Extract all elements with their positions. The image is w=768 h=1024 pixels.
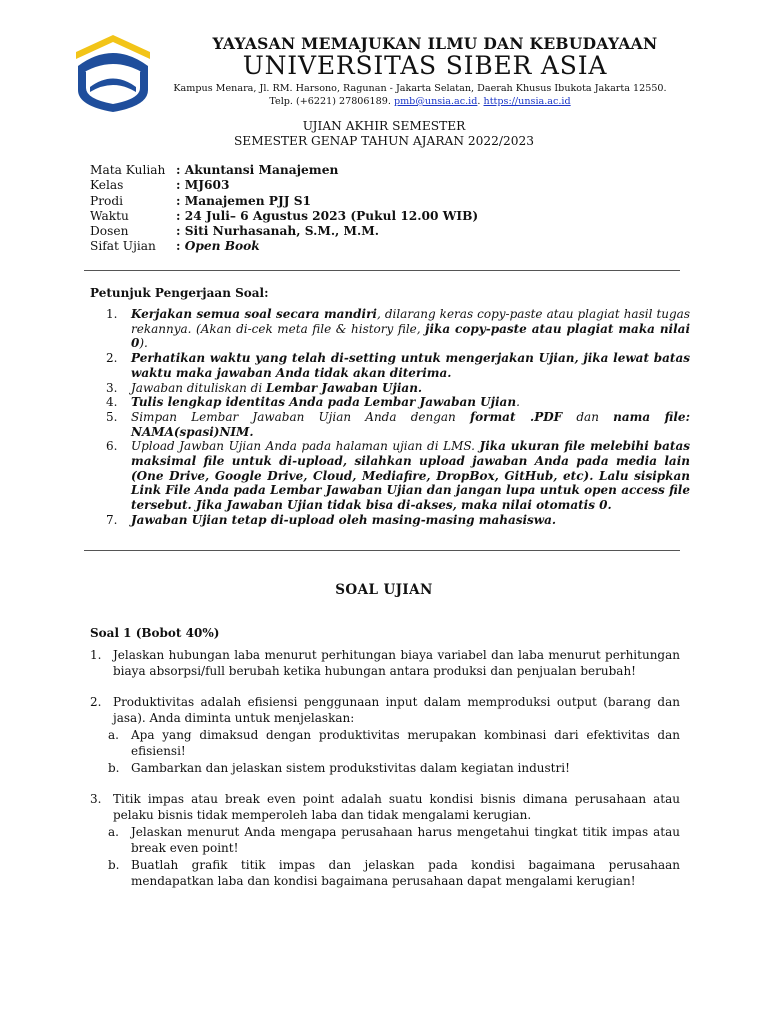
instruction-number: 1. bbox=[106, 307, 118, 321]
instruction-number: 6. bbox=[106, 439, 118, 454]
info-label: Prodi bbox=[90, 193, 124, 208]
phone-text: Telp. (+6221) 27806189. bbox=[269, 96, 391, 107]
sub-question bbox=[90, 761, 680, 777]
question-number: 2. bbox=[90, 695, 102, 709]
instruction-text: , dilarang keras copy-paste atau plagiat hasil tugas rekannya. (Akan di-cek meta file & history file, bbox=[131, 307, 690, 336]
info-value: : Manajemen PJJ S1 bbox=[176, 193, 312, 208]
instruction-text: Tulis lengkap identitas Anda pada Lembar Jawaban Ujian bbox=[131, 395, 517, 410]
section-title: Soal 1 (Bobot 40%) bbox=[90, 626, 220, 640]
sub-question-letter: a. bbox=[108, 728, 119, 743]
sub-question-text: Apa yang dimaksud dengan produktivitas merupakan kombinasi dari efektivitas dan efisiensi! bbox=[131, 728, 680, 758]
question-text: Titik impas atau break even point adalah suatu kondisi bisnis dimana perusahaan atau pelaku bisnis tidak memperoleh laba dan tidak mengalami kerugian. bbox=[113, 792, 680, 822]
info-value-wrapper bbox=[176, 239, 260, 253]
question-number: 3. bbox=[90, 792, 102, 806]
instruction-item bbox=[90, 351, 690, 380]
sub-question-letter: b. bbox=[108, 858, 120, 873]
instructions-title: Petunjuk Pengerjaan Soal: bbox=[90, 286, 269, 300]
info-value: : Akuntansi Manajemen bbox=[176, 163, 339, 177]
organization-name: YAYASAN MEMAJUKAN ILMU DAN KEBUDAYAAN bbox=[212, 34, 658, 53]
instruction-text: Jawaban Ujian tetap di-upload oleh masing-masing mahasiswa. bbox=[131, 512, 557, 527]
sub-question-text: Gambarkan dan jelaskan sistem produkstivitas dalam kegiatan industri! bbox=[131, 761, 570, 776]
info-label: Sifat Ujian bbox=[90, 239, 156, 254]
question-item bbox=[90, 792, 680, 890]
info-value: Open Book bbox=[184, 239, 260, 254]
info-label: Kelas bbox=[90, 178, 124, 193]
info-value-prefix: : bbox=[176, 239, 185, 254]
exam-title bbox=[0, 119, 768, 149]
instruction-text: jika copy-paste atau plagiat maka nilai 0 bbox=[131, 321, 691, 351]
question-item bbox=[90, 695, 680, 777]
instruction-text: Kerjakan semua soal secara mandiri bbox=[131, 307, 377, 321]
website-link[interactable]: https://unsia.ac.id bbox=[483, 96, 571, 107]
instruction-text: Jawaban dituliskan di bbox=[131, 380, 266, 395]
question-text: Jelaskan hubungan laba menurut perhitungan biaya variabel dan laba menurut perhitungan biaya absorpsi/full berubah ketika hubungan antara produksi dan penjualan berubah! bbox=[113, 648, 680, 678]
university-logo-icon bbox=[70, 32, 156, 114]
questions-title: SOAL UJIAN bbox=[335, 582, 433, 598]
email-link[interactable]: pmb@unsia.ac.id bbox=[393, 96, 478, 107]
info-label: Waktu bbox=[90, 208, 129, 223]
instruction-text: nama file: NAMA(spasi)NIM. bbox=[131, 409, 690, 439]
sub-question bbox=[90, 858, 680, 889]
instruction-number: 4. bbox=[106, 395, 118, 410]
university-name: UNIVERSITAS SIBER ASIA bbox=[242, 51, 608, 80]
address-line: Kampus Menara, Jl. RM. Harsono, Ragunan - Jakarta Selatan, Daerah Khusus Ibukota Jakarta 12550. bbox=[173, 83, 667, 94]
address-block bbox=[160, 82, 680, 108]
sub-question-text: Jelaskan menurut Anda mengapa perusahaan harus mengetahui tingkat titik impas atau break even point! bbox=[131, 825, 680, 855]
sub-question-letter: b. bbox=[108, 761, 120, 776]
instruction-text: Perhatikan waktu yang telah di-setting untuk mengerjakan Ujian, jika lewat batas waktu maka jawaban Anda tidak akan diterima. bbox=[131, 351, 690, 380]
instructions-list bbox=[90, 307, 690, 528]
question-number: 1. bbox=[90, 648, 102, 662]
instruction-text: ). bbox=[139, 336, 148, 351]
contact-separator: . bbox=[477, 96, 481, 107]
info-value: : Siti Nurhasanah, S.M., M.M. bbox=[176, 224, 380, 239]
instruction-text: dan bbox=[562, 409, 614, 424]
info-value: : 24 Juli– 6 Agustus 2023 (Pukul 12.00 WIB) bbox=[176, 208, 479, 223]
instruction-item bbox=[90, 395, 690, 410]
info-value: : MJ603 bbox=[176, 178, 230, 193]
divider bbox=[84, 550, 680, 551]
contact-line bbox=[160, 95, 680, 108]
sub-question-letter: a. bbox=[108, 825, 119, 840]
instruction-item bbox=[90, 513, 690, 528]
instruction-item bbox=[90, 410, 690, 439]
instruction-item bbox=[90, 381, 690, 396]
instruction-text: Lembar Jawaban Ujian. bbox=[265, 380, 423, 395]
instruction-text: Upload Jawban Ujian Anda pada halaman ujian di LMS. bbox=[131, 439, 480, 454]
instruction-text: format .PDF bbox=[469, 409, 563, 424]
instruction-text: Simpan Lembar Jawaban Ujian Anda dengan bbox=[131, 409, 470, 424]
sub-question-text: Buatlah grafik titik impas dan jelaskan pada kondisi bagaimana perusahaan mendapatkan laba dan kondisi bagaimana perusahaan dapat mengalami kerugian! bbox=[131, 858, 680, 888]
instruction-item bbox=[90, 439, 690, 513]
info-label: Dosen bbox=[90, 224, 129, 239]
instruction-text: . bbox=[516, 395, 520, 410]
exam-title-line-1: UJIAN AKHIR SEMESTER bbox=[302, 119, 466, 133]
instruction-number: 7. bbox=[106, 512, 118, 527]
instruction-number: 3. bbox=[106, 380, 118, 395]
sub-question bbox=[90, 728, 680, 759]
exam-title-line-2: SEMESTER GENAP TAHUN AJARAN 2022/2023 bbox=[233, 134, 535, 148]
sub-question bbox=[90, 825, 680, 856]
question-item bbox=[90, 648, 680, 679]
divider bbox=[84, 270, 680, 271]
info-label: Mata Kuliah bbox=[90, 163, 166, 177]
instruction-text: Jika ukuran file melebihi batas maksimal file untuk di-upload, silahkan upload jawaban Anda pada media lain (One Drive, Google Drive, Cloud, Mediafire, DropBox, GitHub, etc). Lalu sisipkan Link File Anda pada Lembar Jawaban Ujian dan jangan lupa untuk open access file tersebut. Jika Jawaban Ujian tidak bisa di-akses, maka nilai otomatis 0. bbox=[131, 439, 690, 513]
question-text: Produktivitas adalah efisiensi penggunaan input dalam memproduksi output (barang dan jasa). Anda diminta untuk menjelaskan: bbox=[113, 695, 680, 725]
instruction-item bbox=[90, 307, 690, 351]
instruction-number: 2. bbox=[106, 351, 118, 366]
instruction-number: 5. bbox=[106, 409, 118, 424]
